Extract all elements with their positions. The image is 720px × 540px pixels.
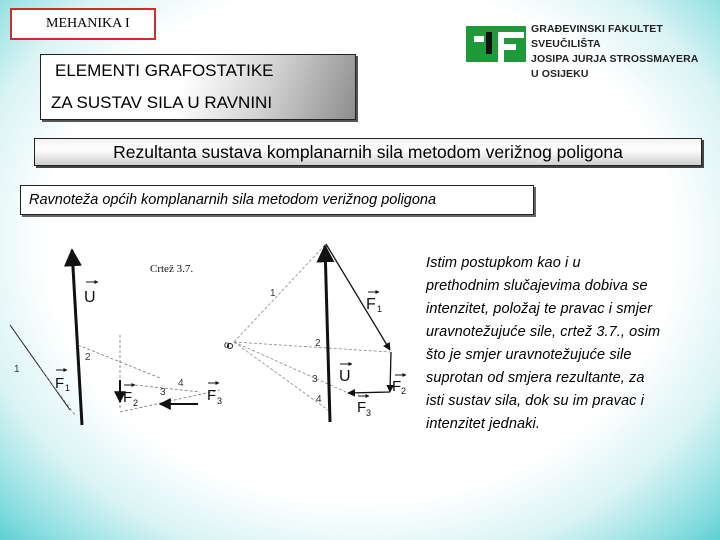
polygon-label-F3 bbox=[357, 396, 371, 418]
polygon-vector-F1 bbox=[326, 244, 390, 350]
description-line: Istim postupkom kao i u bbox=[426, 255, 581, 271]
figure-caption: Crtež 3.7. bbox=[150, 263, 194, 275]
svg-text:1: 1 bbox=[377, 304, 383, 314]
description-line: uravnotežujuće sile, crtež 3.7., osim bbox=[426, 324, 661, 340]
description-line: intenzitet jednaki. bbox=[426, 416, 540, 432]
description-text bbox=[426, 252, 706, 436]
svg-text:3: 3 bbox=[217, 396, 223, 406]
ray-label-3: 3 bbox=[160, 387, 166, 398]
svg-text:3: 3 bbox=[366, 408, 372, 418]
vector-label-F3 bbox=[207, 383, 222, 406]
description-line: prethodnim slučajevima dobiva se bbox=[426, 278, 648, 294]
svg-text:F: F bbox=[207, 387, 217, 404]
polar-ray-label-4: 4 bbox=[316, 394, 322, 405]
title-line-1: ELEMENTI GRAFOSTATIKE bbox=[55, 61, 274, 80]
faculty-line: GRAĐEVINSKI FAKULTET bbox=[531, 23, 663, 35]
svg-text:F: F bbox=[357, 399, 367, 416]
svg-text:F: F bbox=[123, 389, 133, 406]
subtitle: Rezultanta sustava komplanarnih sila metodom verižnog poligona bbox=[113, 142, 623, 162]
svg-text:1: 1 bbox=[65, 383, 71, 393]
course-label-box bbox=[10, 8, 156, 40]
svg-text:F: F bbox=[55, 375, 65, 392]
polygon-label-F1 bbox=[366, 292, 382, 314]
polar-ray-2 bbox=[234, 342, 390, 352]
section-title-box bbox=[20, 185, 534, 215]
svg-text:U: U bbox=[339, 368, 351, 385]
title-line-2: ZA SUSTAV SILA U RAVNINI bbox=[51, 93, 273, 112]
svg-text:F: F bbox=[366, 296, 376, 313]
description-line: intenzitet, položaj te pravac i smjer bbox=[426, 301, 653, 317]
polygon-label-U bbox=[339, 364, 352, 385]
vector-label-F2 bbox=[123, 385, 138, 408]
force-polygon bbox=[224, 244, 406, 422]
svg-text:2: 2 bbox=[133, 398, 139, 408]
faculty-logo bbox=[466, 22, 526, 66]
position-diagram bbox=[10, 250, 222, 425]
polar-ray-1 bbox=[234, 245, 325, 342]
pole-label: o bbox=[224, 340, 230, 351]
faculty-line: SVEUČILIŠTA bbox=[531, 38, 601, 50]
description-line: suprotan od smjera rezultante, za bbox=[426, 370, 645, 386]
subtitle-bar bbox=[34, 138, 702, 166]
ray-label-1: 1 bbox=[14, 364, 20, 375]
funicular-ray-3 bbox=[135, 385, 200, 392]
polygon-vector-U bbox=[325, 246, 330, 422]
ray-label-2: 2 bbox=[85, 352, 91, 363]
ray-label-4: 4 bbox=[178, 378, 184, 389]
description-line: što je smjer uravnotežujuće sile bbox=[426, 347, 632, 363]
polygon-vector-F3 bbox=[348, 392, 390, 393]
polygon-label-F2 bbox=[392, 375, 406, 396]
svg-text:F: F bbox=[392, 378, 402, 395]
vector-label-U bbox=[84, 282, 98, 306]
polygon-vector-F2 bbox=[390, 352, 391, 392]
description-line: isti sustav sila, dok su im pravac i bbox=[426, 393, 644, 409]
funicular-polygon-figure bbox=[0, 230, 420, 430]
course-label: MEHANIKA I bbox=[46, 16, 130, 31]
title-box bbox=[40, 54, 356, 120]
faculty-line: U OSIJEKU bbox=[531, 68, 589, 80]
equilibrant-line-U bbox=[72, 250, 82, 425]
svg-text:U: U bbox=[84, 289, 96, 306]
vector-label-F1 bbox=[55, 370, 70, 393]
polar-ray-label-3: 3 bbox=[312, 374, 318, 385]
svg-text:2: 2 bbox=[401, 386, 407, 396]
faculty-line: JOSIPA JURJA STROSSMAYERA bbox=[531, 53, 699, 65]
section-title: Ravnoteža općih komplanarnih sila metodom verižnog poligona bbox=[29, 192, 437, 208]
faculty-name bbox=[531, 22, 711, 82]
polar-ray-label-1: 1 bbox=[270, 288, 276, 299]
polar-ray-label-2: 2 bbox=[315, 338, 321, 349]
